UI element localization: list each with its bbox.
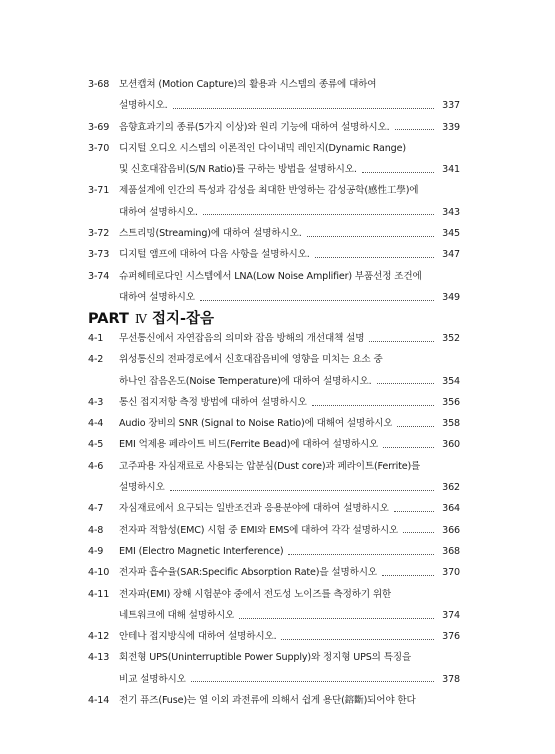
toc-page-number: 347 [442,249,460,261]
toc-entry-title: 디지털 오디오 시스템의 이론적인 다이내믹 레인지(Dynamic Range) [119,142,406,154]
dot-leader [395,128,435,130]
toc-entry[interactable] [88,520,460,541]
dot-leader [315,256,434,258]
toc-entry[interactable] [88,392,460,413]
toc-entry[interactable] [88,74,460,117]
toc-entry-title: 모션캡쳐 (Motion Capture)의 활용과 시스템의 종류에 대하여 [119,79,377,90]
toc-entry-line [88,244,460,265]
toc-entry[interactable] [88,626,460,647]
toc-entry-number: 3-71 [88,185,110,197]
toc-entry-line [88,520,460,541]
toc-entry-number: 4-4 [88,418,104,430]
toc-page-number: 349 [442,291,460,303]
part-prefix: PART [88,311,129,327]
toc-page-number: 341 [442,164,460,176]
toc-entry-number: 4-10 [88,567,110,579]
toc-entry-line [88,647,460,668]
toc-entry[interactable] [88,434,460,455]
toc-page-number: 374 [442,609,460,621]
toc-entry[interactable] [88,349,460,392]
toc-entry-title: 대하여 설명하시오. [119,206,198,218]
toc-entry-line [88,223,460,244]
toc-entry-number: 4-7 [88,503,104,515]
toc-page-number: 362 [442,482,460,494]
toc-entry-title: EMI 억제용 페라이트 비드(Ferrite Bead)에 대하여 설명하시오 [119,439,379,451]
toc-entry-number: 4-3 [88,396,104,408]
toc-entry-number: 4-13 [88,652,110,664]
toc-page-number: 337 [442,100,460,112]
toc-entry-line [88,562,460,583]
toc-entry-line [88,117,460,138]
dot-leader [362,171,434,173]
toc-entry-line [88,413,460,434]
toc-entry[interactable] [88,456,460,499]
toc-entry-line [88,605,460,626]
toc-page-number: 352 [442,333,460,344]
toc-entry[interactable] [88,223,460,244]
toc-entry-title: 음향효과기의 종류(5가지 이상)와 원리 기능에 대하여 설명하시오. [119,121,390,133]
dot-leader [312,404,434,406]
toc-entry-number: 4-5 [88,439,104,451]
toc-entry-line [88,266,460,287]
toc-entry-title: 및 신호대잡음비(S/N Ratio)를 구하는 방법을 설명하시오. [119,164,357,176]
toc-entry-number: 4-2 [88,354,104,366]
toc-page-number: 364 [442,503,460,515]
dot-leader [377,382,434,384]
dot-leader [394,510,434,512]
toc-entry[interactable] [88,647,460,690]
toc-entry-title: 설명하시오. [119,100,168,112]
toc-entry-number: 4-14 [88,695,110,707]
dot-leader [382,574,434,576]
toc-page-number: 339 [442,121,460,133]
toc-entry-title: 디지털 앰프에 대하여 다음 사항을 설명하시오. [119,249,310,261]
dot-leader [239,617,434,619]
toc-entry[interactable] [88,690,460,711]
toc-entry[interactable] [88,562,460,583]
dot-leader [403,531,434,533]
toc-page-number: 360 [442,439,460,451]
toc-entry-number: 4-12 [88,631,110,643]
toc-entry-title: 전자파(EMI) 장해 시험분야 중에서 전도성 노이즈를 측정하기 위한 [119,588,392,600]
toc-entry-number: 3-68 [88,79,110,90]
dot-leader [191,680,434,682]
dot-leader [281,638,434,640]
toc-entry-title: 전자파 적합성(EMC) 시험 중 EMI와 EMS에 대하여 각각 설명하시오 [119,524,399,536]
toc-page-number: 358 [442,418,460,430]
dot-leader [369,340,434,342]
toc-entry[interactable] [88,413,460,434]
toc-page-number: 354 [442,375,460,387]
toc-page-number: 356 [442,396,460,408]
toc-entry-line [88,690,460,711]
toc-entry-title: 슈퍼헤테로다인 시스템에서 LNA(Low Noise Amplifier) 부품선정 조건에 [119,270,422,282]
dot-leader [173,107,435,109]
toc-entry-number: 3-70 [88,142,110,154]
toc-entry-line [88,541,460,562]
toc-page-number: 378 [442,673,460,685]
toc-entry-line [88,498,460,519]
toc-entry-line [88,456,460,477]
toc-entry-title: 하나인 잡음온도(Noise Temperature)에 대하여 설명하시오. [119,375,372,387]
toc-entry-line [88,159,460,180]
toc-entry-title: 스트리밍(Streaming)에 대하여 설명하시오. [119,228,302,240]
toc-entry-line [88,138,460,159]
toc-entry-line [88,202,460,223]
part3-toc-list [88,74,460,308]
dot-leader [383,446,434,448]
toc-entry[interactable] [88,244,460,265]
part-title: 접지-잡음 [151,311,214,327]
toc-entry-line [88,434,460,455]
toc-entry-line [88,626,460,647]
toc-entry-line [88,669,460,690]
toc-entry[interactable] [88,541,460,562]
toc-entry-title: 무선통신에서 자연잡음의 의미와 잡음 방해의 개선대책 설명 [119,333,365,344]
toc-page-number: 368 [442,545,460,557]
toc-entry-title: 안테나 접지방식에 대하여 설명하시오. [119,631,277,643]
toc-entry-line [88,328,460,349]
dot-leader [170,489,434,491]
toc-entry[interactable] [88,180,460,223]
toc-entry-title: 회전형 UPS(Uninterruptible Power Supply)와 정지형 UPS의 특징을 [119,652,412,664]
toc-entry-title: Audio 장비의 SNR (Signal to Noise Ratio)에 대해여 설명하시오 [119,418,393,430]
toc-entry-line [88,349,460,370]
toc-entry-line [88,392,460,413]
toc-entry-number: 4-6 [88,460,104,472]
toc-entry[interactable] [88,117,460,138]
toc-entry-line [88,584,460,605]
toc-entry-line [88,95,460,116]
toc-entry[interactable] [88,138,460,181]
toc-entry[interactable] [88,584,460,627]
toc-entry-number: 4-8 [88,524,104,536]
toc-entry-line [88,180,460,201]
dot-leader [307,235,434,237]
toc-page-number: 366 [442,524,460,536]
dot-leader [397,425,434,427]
toc-entry-number: 3-73 [88,249,110,261]
toc-page-number: 343 [442,206,460,218]
toc-entry-title: 전기 퓨즈(Fuse)는 열 이외 과전류에 의해서 쉽게 용단(鎔斷)되어야 한다 [119,695,416,707]
toc-entry-number: 4-11 [88,588,110,600]
toc-entry-line [88,477,460,498]
toc-entry-line [88,74,460,95]
toc-entry-number: 3-69 [88,121,110,133]
dot-leader [288,553,434,555]
toc-entry-title: 위성통신의 전파경로에서 신호대잡음비에 영향을 미치는 요소 중 [119,354,383,366]
toc-entry-title: 설명하시오 [119,482,165,494]
part-roman-numeral: Ⅳ [134,312,147,326]
toc-entry-title: 대하여 설명하시오 [119,291,195,303]
dot-leader [203,213,434,215]
toc-entry-number: 3-72 [88,228,110,240]
toc-entry-title: 자심재료에서 요구되는 일반조건과 응용분야에 대하여 설명하시오 [119,503,389,515]
toc-entry[interactable] [88,498,460,519]
toc-entry-number: 3-74 [88,270,110,282]
toc-entry-title: 제품설계에 인간의 특성과 감성을 최대한 반영하는 감성공학(感性工學)에 [119,185,419,197]
toc-page-number: 370 [442,567,460,579]
toc-entry-title: 비교 설명하시오 [119,673,186,685]
part4-toc-list [88,328,460,711]
dot-leader [200,299,434,301]
toc-entry[interactable] [88,266,460,309]
toc-entry-line [88,371,460,392]
toc-entry[interactable] [88,328,460,349]
toc-entry-title: 네트워크에 대해 설명하시오 [119,609,235,621]
toc-page-number: 345 [442,228,460,240]
toc-entry-title: 전자파 흡수율(SAR:Specific Absorption Rate)을 설명하시오 [119,567,377,579]
toc-page-number: 376 [442,631,460,643]
toc-entry-number: 4-9 [88,545,104,557]
toc-entry-title: 통신 접지저항 측정 방법에 대하여 설명하시오 [119,396,307,408]
toc-entry-title: EMI (Electro Magnetic Interference) [119,545,284,557]
toc-entry-title: 고주파용 자심재료로 사용되는 압분심(Dust core)과 페라이트(Ferrite)를 [119,460,421,472]
toc-entry-number: 4-1 [88,333,104,344]
